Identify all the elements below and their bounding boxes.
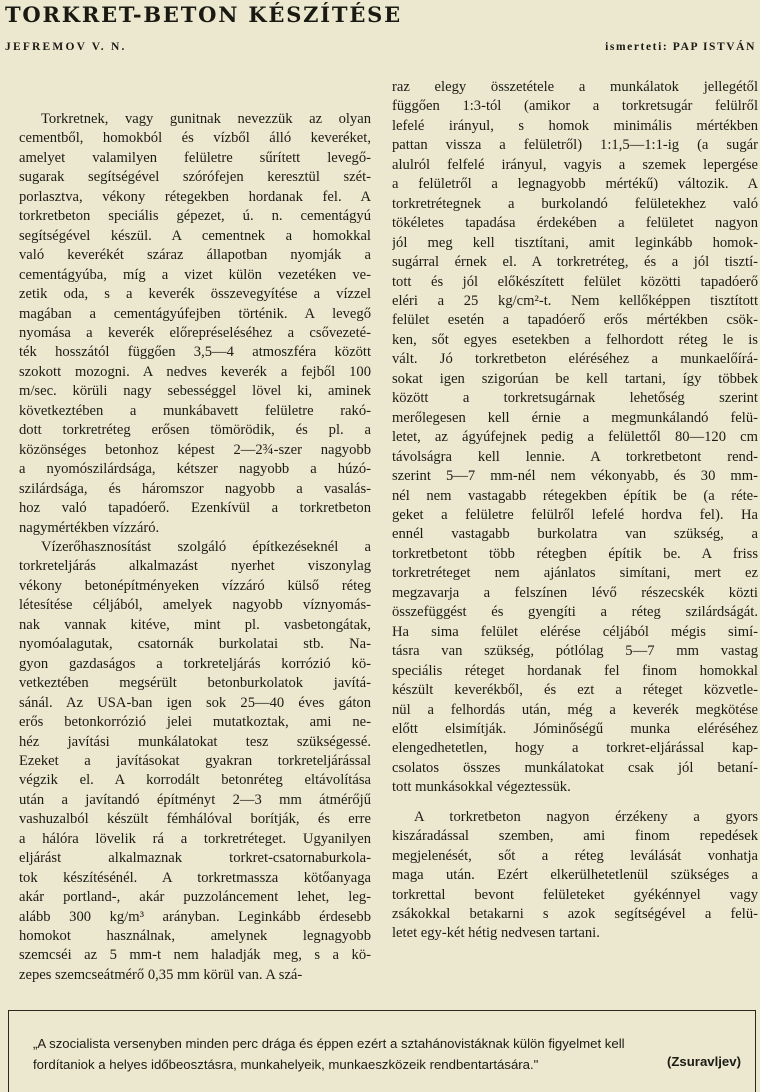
text-line: való keverékét száraz állapotban nyomják a bbox=[19, 247, 371, 264]
text-line: raz elegy összetétele a munkálatok jellegétől bbox=[392, 79, 758, 95]
text-line: zetik oda, s a keverék összevegyítése a vízzel bbox=[19, 286, 371, 303]
text-line: összefüggést és gyengíti a réteg szilárdságát. bbox=[392, 604, 758, 621]
text-line: előtt elsimítják. Jóminőségű munka eléréséhez bbox=[392, 720, 758, 737]
presenter-credit: ismerteti: PAP ISTVÁN bbox=[605, 41, 756, 53]
text-line: héz javítási munkálatokat tesz szükségessé. bbox=[19, 733, 371, 750]
text-line: pattan vissza a felületről) 1:1,5—1:1-ig (a sugár bbox=[392, 137, 758, 154]
text-line: sánál. Az USA-ban igen sok 25—40 éves gáton bbox=[19, 694, 371, 711]
text-line: vetkeztében megsérült betonburkolatok javítá- bbox=[19, 675, 371, 692]
text-line: ennél vastagabb burkolatra van szükség, a bbox=[392, 526, 758, 543]
text-line: sugárral érnek el. A torkretréteg, és a jól tisztí- bbox=[392, 254, 758, 271]
text-line: eléri a 25 kg/cm²-t. Nem kellőképpen tisztított bbox=[392, 292, 758, 309]
text-line: Ezeket a javításokat gyakran torkreteljárással bbox=[19, 752, 371, 769]
text-line: vékony betonépítményeken vízzáró külső réteg bbox=[19, 577, 371, 594]
text-line: után a javítandó építményt 2—3 mm átmérőjű bbox=[19, 791, 371, 808]
text-line: Ha sima felület elérése céljából mégis simí- bbox=[392, 623, 758, 640]
text-line: alulról felfelé irányul, vagyis a szemek lepergése bbox=[392, 156, 758, 173]
text-line: amelyet valamilyen felületre sűrített levegő- bbox=[19, 149, 371, 166]
text-line: a felületről a legnagyobb mértékű) változik. A bbox=[392, 176, 758, 193]
text-line: porlasztva, vékony rétegekben hordanak fel. A bbox=[19, 188, 371, 205]
text-line: nagymértékben vízzáró. bbox=[19, 519, 160, 536]
text-line: letet egy-két hétig nedvesen tartani. bbox=[392, 925, 600, 942]
text-line: kiszáradással szemben, ami finom repedések bbox=[392, 828, 758, 845]
text-line: nak vannak kitéve, mint pl. vasbetongátak, bbox=[19, 616, 371, 633]
text-line: eljárást alkalmaznak torkret-csatornaburkola- bbox=[19, 850, 371, 867]
quote-box bbox=[8, 1010, 756, 1092]
text-line: cementből, homokból és vízből álló keveréket, bbox=[19, 130, 371, 147]
article-title: TORKRET-BETON KÉSZÍTÉSE bbox=[5, 2, 402, 27]
text-line: alább 300 kg/m³ arányban. Leginkább érdesebb bbox=[19, 908, 371, 925]
text-line: torkretbeton speciális gépezet, ú. n. cementágyú bbox=[19, 208, 371, 225]
text-line: torkretbetont több rétegben építik be. A friss bbox=[392, 545, 758, 562]
text-line: segítségével készül. A cementnek a homokkal bbox=[19, 227, 371, 244]
text-line: letet, az ágyúfejnek pedig a felülettől 80—120 cm bbox=[392, 429, 758, 446]
text-line: a nyomószilárdsága, kétszer nagyobb a húzó- bbox=[19, 461, 371, 478]
text-line: merőlegesen kell érnie a megmunkálandó felü- bbox=[392, 409, 758, 426]
quote-author: (Zsuravljev) bbox=[666, 1054, 741, 1069]
text-line: dott torkretréteg erősen tömörödik, és pl. a bbox=[19, 422, 371, 439]
text-line: vált. Jó torkretbeton eléréséhez a munkaelőírá- bbox=[392, 351, 758, 368]
quote-line: fordítaniok a helyes időbeosztásra, munkahelyeik, munkaeszközeik rendbentartására." bbox=[33, 1057, 539, 1072]
text-line: A torkretbeton nagyon érzékeny a gyors bbox=[414, 808, 758, 825]
text-line: tásra van szükség, pótlólag 5—7 mm vastag bbox=[392, 643, 758, 660]
text-line: megzavarja a felszínen lévő részecskék közti bbox=[392, 584, 758, 601]
text-line: tökéletes tapadása érdekében a felületet nagyon bbox=[392, 215, 758, 232]
text-line: szemcséi az 5 mm-t nem haladják meg, s a kö- bbox=[19, 947, 371, 964]
text-line: tott munkásokkal végeztessük. bbox=[392, 779, 571, 796]
left-column bbox=[19, 110, 371, 985]
text-line: nyomása a keverék előrepréseléséhez a csővezeté- bbox=[19, 324, 371, 341]
text-line: tok készítésénél. A torkretmassza kötőanyaga bbox=[19, 869, 371, 886]
text-line: távolságra kell lennie. A torkretbetont rend- bbox=[392, 448, 758, 465]
text-line: végzik el. A korrodált betonréteg eltávolítása bbox=[19, 772, 371, 789]
text-line: a hálóra lövelik rá a torkretréteget. Ugyanilyen bbox=[19, 830, 371, 847]
text-line: nyomóalagutak, csatornák burkolatai stb. Na- bbox=[19, 636, 371, 653]
text-line: csolatos összes munkálatokat csak jól betaní- bbox=[392, 759, 758, 776]
text-line: következtében a munkábavett felületre rakó- bbox=[19, 402, 371, 419]
quote-line: „A szocialista versenyben minden perc drága és éppen ezért a sztahánovistáknak külön figyelmet kell bbox=[33, 1036, 625, 1051]
text-line: magában a cementágyúfejben történik. A levegő bbox=[19, 305, 371, 322]
paragraph-gap bbox=[392, 798, 758, 808]
text-line: zsákokkal betakarni s azok segítségével a felü- bbox=[392, 906, 758, 923]
author-name: JEFREMOV V. N. bbox=[5, 41, 127, 53]
text-line: jól meg kell tisztítani, amit leginkább homok- bbox=[392, 234, 758, 251]
text-line: szokott mozogni. A nedves keverék a fejből 100 bbox=[19, 363, 371, 380]
text-line: Torkretnek, vagy gunitnak nevezzük az olyan bbox=[41, 111, 371, 127]
right-column bbox=[392, 78, 758, 944]
text-line: cementágyúba, míg a vizet külön vezetéken ve- bbox=[19, 266, 371, 283]
text-line: erős betonkorrózió jelei mutatkoztak, ami ne- bbox=[19, 714, 371, 731]
text-line: létesítése céljából, amelyek nagyobb víznyomás- bbox=[19, 597, 371, 614]
text-line: zepes szemcseátmérő 0,35 mm körül van. A szá- bbox=[19, 966, 303, 983]
text-line: készült keverékből, és ezt a réteget közvetle- bbox=[392, 682, 758, 699]
text-line: ken, sőt egyes esetekben a felhordott réteg le is bbox=[392, 331, 758, 348]
text-line: ték hosszától függően 3,5—4 atmoszféra között bbox=[19, 344, 371, 361]
text-line: akár portland-, akár puzzoláncement lehet, leg- bbox=[19, 889, 371, 906]
text-line: lefelé irányul, s homok minimális mértékben bbox=[392, 117, 758, 134]
text-line: geket a felületre felülről lefelé hordva fel). Ha bbox=[392, 506, 758, 523]
text-line: m/sec. körüli nagy sebességgel lövel ki, aminek bbox=[19, 383, 371, 400]
text-line: speciális réteget hordanak fel finom homokkal bbox=[392, 662, 758, 679]
text-line: vashuzalból készült fémhálóval borítják, és erre bbox=[19, 811, 371, 828]
text-line: gyon gazdaságos a torkreteljárás korrózió kö- bbox=[19, 655, 371, 672]
text-line: közönséges betonhoz képest 2—2¾-szer nagyobb bbox=[19, 441, 371, 458]
text-line: között a torkretsugárnak lehetőség szerint bbox=[392, 390, 758, 407]
text-line: nül a felhordás után, még a keverék megkötése bbox=[392, 701, 758, 718]
text-line: sugarak segítségével szórófejen keresztül szét- bbox=[19, 169, 371, 186]
text-line: tott és jól előkészített felület közötti tapadóerő bbox=[392, 273, 758, 290]
text-line: nél nem vastagabb rétegekben építik be (a réte- bbox=[392, 487, 758, 504]
text-line: szilárdsága, és háromszor nagyobb a vasalás- bbox=[19, 480, 371, 497]
text-line: Vízerőhasznosítást szolgáló építkezéseknél a bbox=[41, 538, 371, 555]
text-line: torkretréteget nem ajánlatos simítani, mert ez bbox=[392, 565, 758, 582]
text-line: maga után. Ezért elkerülhetetlenül szükséges a bbox=[392, 867, 758, 884]
text-line: torkreteljárás alkalmazást nyerhet viszonylag bbox=[19, 558, 371, 575]
text-line: homokot használnak, amelynek legnagyobb bbox=[19, 928, 371, 945]
text-line: szerint 5—7 mm-nél nem vékonyabb, és 30 mm- bbox=[392, 468, 758, 485]
text-line: torkrettal bevont felületeket gyékénnyel vagy bbox=[392, 886, 758, 903]
text-line: torkretrétegnek a burkolandó felületekhez való bbox=[392, 195, 758, 212]
text-line: elengedhetetlen, hogy a torkret-eljárással kap- bbox=[392, 740, 758, 757]
text-line: megjelenését, sőt a réteg leválását vonhatja bbox=[392, 847, 758, 864]
text-line: függően 1:3-tól (amikor a torkretsugár felülről bbox=[392, 98, 758, 115]
text-line: felület esetén a tapadóerő erős mértékben csök- bbox=[392, 312, 758, 329]
text-line: sokat igen szigorúan be kell tartani, így többek bbox=[392, 370, 758, 387]
text-line: hoz való tapadóerő. Ezenkívül a torkretbeton bbox=[19, 500, 371, 517]
quote-text bbox=[33, 1033, 745, 1075]
